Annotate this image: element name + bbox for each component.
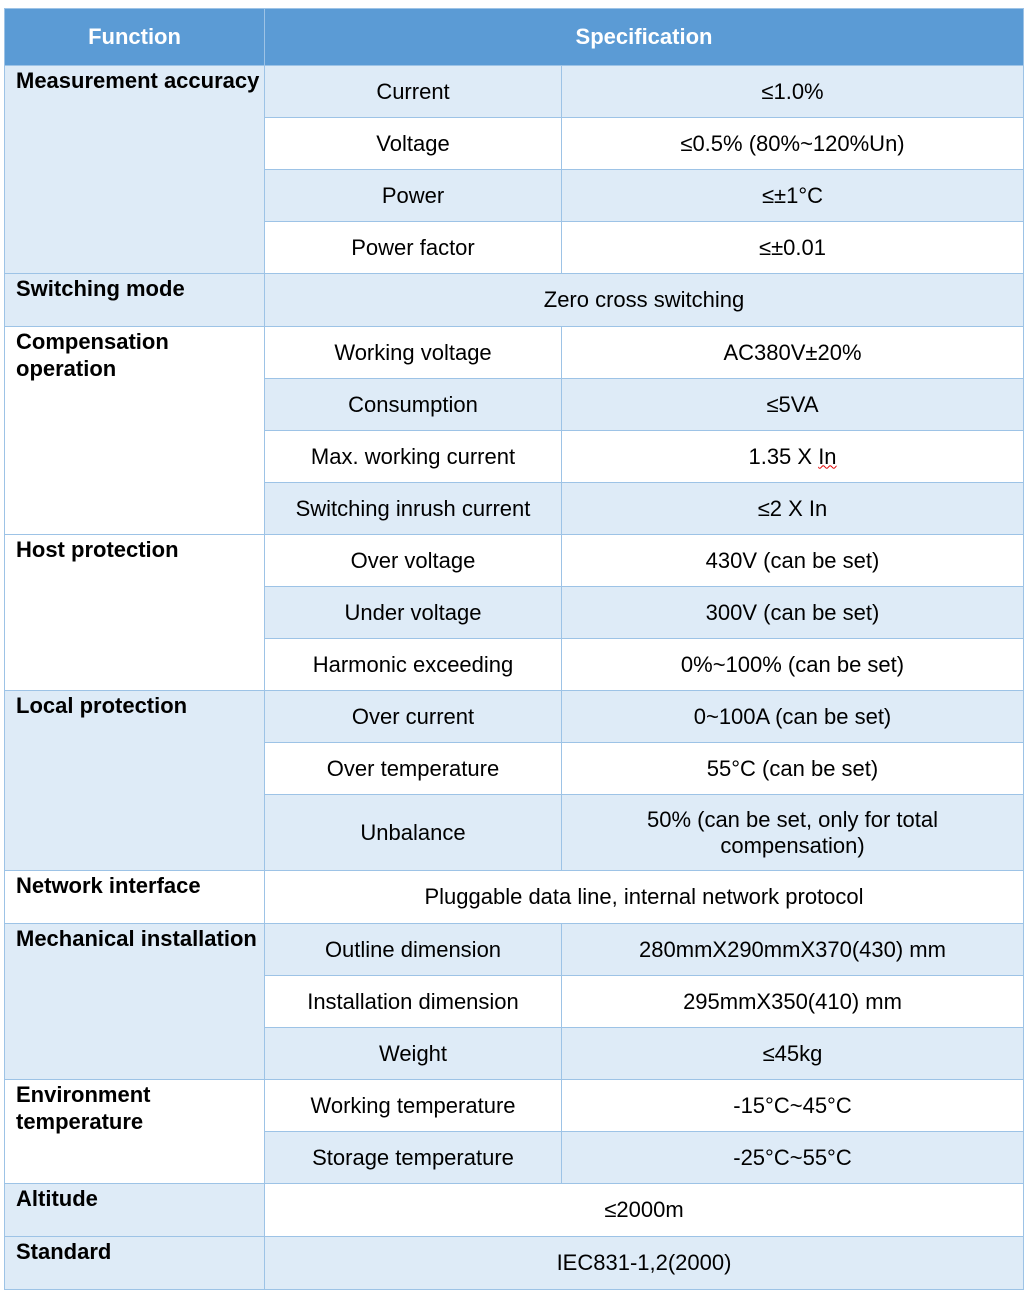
table-row: [5, 1184, 1024, 1237]
function-mechanical-installation: Mechanical installation: [5, 924, 265, 1080]
item-power: Power: [265, 170, 562, 222]
value-prefix: 1.35 X: [748, 443, 819, 469]
table-row: [5, 1237, 1024, 1290]
value-over-voltage: 430V (can be set): [562, 535, 1024, 587]
table-row: [5, 66, 1024, 118]
value-storage-temperature: -25°C~55°C: [562, 1132, 1024, 1184]
value-altitude: ≤2000m: [265, 1184, 1024, 1237]
item-storage-temperature: Storage temperature: [265, 1132, 562, 1184]
table-row: [5, 691, 1024, 743]
item-switching-inrush-current: Switching inrush current: [265, 483, 562, 535]
table-row: [5, 274, 1024, 327]
value-installation-dimension: 295mmX350(410) mm: [562, 976, 1024, 1028]
value-under-voltage: 300V (can be set): [562, 587, 1024, 639]
value-outline-dimension: 280mmX290mmX370(430) mm: [562, 924, 1024, 976]
value-current: ≤1.0%: [562, 66, 1024, 118]
function-measurement-accuracy: Measurement accuracy: [5, 66, 265, 274]
value-switching-mode: Zero cross switching: [265, 274, 1024, 327]
item-voltage: Voltage: [265, 118, 562, 170]
table-row: [5, 535, 1024, 587]
value-unbalance: 50% (can be set, only for total compensation): [562, 795, 1024, 871]
item-over-temperature: Over temperature: [265, 743, 562, 795]
header-row: [5, 9, 1024, 66]
value-working-temperature: -15°C~45°C: [562, 1080, 1024, 1132]
item-outline-dimension: Outline dimension: [265, 924, 562, 976]
header-specification: Specification: [265, 9, 1024, 66]
value-power: ≤±1°C: [562, 170, 1024, 222]
value-harmonic-exceeding: 0%~100% (can be set): [562, 639, 1024, 691]
function-network-interface: Network interface: [5, 871, 265, 924]
item-max-working-current: Max. working current: [265, 431, 562, 483]
item-harmonic-exceeding: Harmonic exceeding: [265, 639, 562, 691]
function-compensation-operation: Compensation operation: [5, 327, 265, 535]
item-installation-dimension: Installation dimension: [265, 976, 562, 1028]
item-over-current: Over current: [265, 691, 562, 743]
spellcheck-word: In: [818, 443, 837, 469]
function-standard: Standard: [5, 1237, 265, 1290]
value-working-voltage: AC380V±20%: [562, 327, 1024, 379]
value-over-temperature: 55°C (can be set): [562, 743, 1024, 795]
item-working-voltage: Working voltage: [265, 327, 562, 379]
function-switching-mode: Switching mode: [5, 274, 265, 327]
item-under-voltage: Under voltage: [265, 587, 562, 639]
value-voltage: ≤0.5% (80%~120%Un): [562, 118, 1024, 170]
specification-table: [4, 8, 1024, 1290]
function-altitude: Altitude: [5, 1184, 265, 1237]
item-over-voltage: Over voltage: [265, 535, 562, 587]
item-weight: Weight: [265, 1028, 562, 1080]
value-switching-inrush-current: ≤2 X In: [562, 483, 1024, 535]
function-local-protection: Local protection: [5, 691, 265, 871]
table-row: [5, 871, 1024, 924]
item-working-temperature: Working temperature: [265, 1080, 562, 1132]
item-current: Current: [265, 66, 562, 118]
table-row: [5, 1080, 1024, 1132]
value-weight: ≤45kg: [562, 1028, 1024, 1080]
value-consumption: ≤5VA: [562, 379, 1024, 431]
table-row: [5, 327, 1024, 379]
function-host-protection: Host protection: [5, 535, 265, 691]
item-unbalance: Unbalance: [265, 795, 562, 871]
item-consumption: Consumption: [265, 379, 562, 431]
value-network-interface: Pluggable data line, internal network protocol: [265, 871, 1024, 924]
table-row: [5, 924, 1024, 976]
header-function: Function: [5, 9, 265, 66]
value-max-working-current: [562, 431, 1024, 483]
function-environment-temperature: Environment temperature: [5, 1080, 265, 1184]
item-power-factor: Power factor: [265, 222, 562, 274]
value-over-current: 0~100A (can be set): [562, 691, 1024, 743]
value-power-factor: ≤±0.01: [562, 222, 1024, 274]
value-standard: IEC831-1,2(2000): [265, 1237, 1024, 1290]
